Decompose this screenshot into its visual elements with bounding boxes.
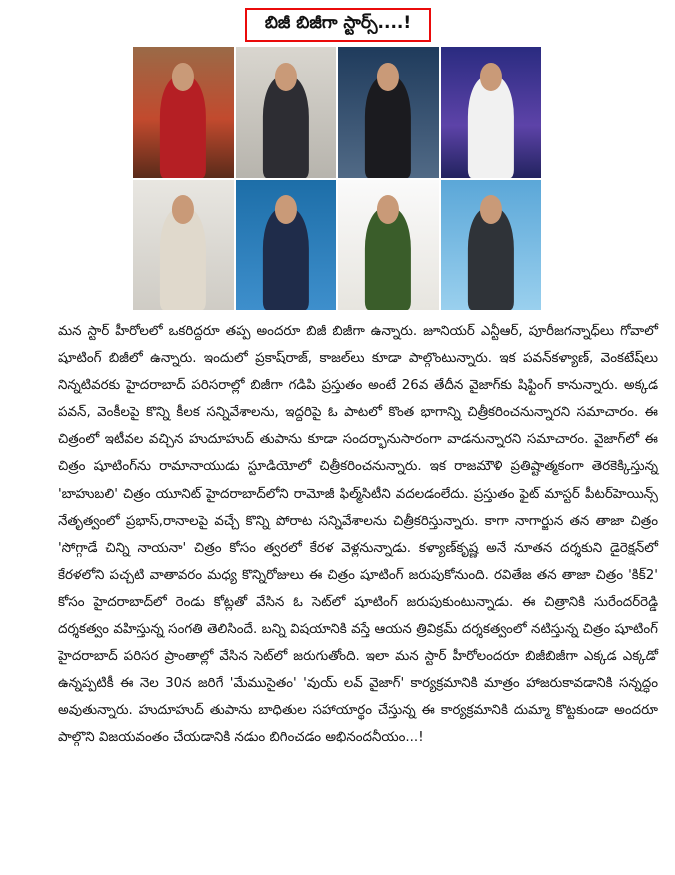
star-photo-collage [133,47,541,310]
person-head [480,63,502,92]
photo-hero-4 [441,47,542,178]
photo-hero-8 [441,180,542,311]
person-head [172,195,194,224]
photo-hero-5 [133,180,234,311]
photo-hero-1 [133,47,234,178]
article-paragraph: మన స్టార్ హీరోలలో ఒకరిద్దరూ తప్ప అందరూ బిజీ బిజీగా ఉన్నారు. జూనియర్ ఎన్టీఆర్, పూరీజగన్నాధ్‌లు గోవాలో షూటింగ్ బిజీలో ఉన్నారు. ఇందులో ప్రకాష్‌రాజ్, కాజల్‌లు కూడా పాల్గొంటున్నారు. ఇక పవన్‌కళ్యాణ్, వెంకటేష్‌లు నిన్నటివరకు హైదరాబాద్ పరిసరాల్లో బిజీగా గడిపి ప్రస్తుతం అంటే 26వ తేదీన వైజాగ్‌కు షిఫ్టింగ్ కానున్నారు. అక్కడ పవన్, వెంకీలపై కొన్ని కీలక సన్నివేశాలను, ఇద్దరిపై ఓ పాటలో కొంత భాగాన్ని చిత్రీకరించనున్నారని సమాచారం. ఈ చిత్రంలో ఇటీవల వచ్చిన హుదూహుద్ తుపాను కూడా సందర్భానుసారంగా వాడనున్నారని సమాచారం. వైజాగ్‌లో ఈ చిత్రం షూటింగ్‌ను రామానాయుడు స్టూడియోలో చిత్రీకరించనున్నారు. ఇక రాజమౌళి ప్రతిష్టాత్మకంగా తెరకెక్కిస్తున్న 'బాహుబలి' చిత్రం యూనిట్ హైదరాబాద్‌లోని రామోజీ ఫిల్మ్‌సిటీని వదలడంలేదు. ప్రస్తుతం ఫైట్ మాస్టర్ పీటర్‌హెయిన్స్ నేతృత్వంలో ప్రభాస్,రానాలపై వచ్చే కొన్ని పోరాట సన్నివేశాలను చిత్రీకరిస్తున్నారు. కాగా నాగార్జున తన తాజా చిత్రం 'సోగ్గాడే చిన్ని నాయనా' చిత్రం కోసం త్వరలో కేరళ వెళ్లనున్నాడు. కళ్యాణ్‌కృష్ణ అనే నూతన దర్శకుని డైరెక్షన్‌లో కేరళలోని పచ్చటి వాతావరం మధ్య కొన్నిరోజులు ఈ చిత్రం షూటింగ్ జరుపుకోనుంది. రవితేజ తన తాజా చిత్రం 'కిక్2' కోసం హైదరాబాద్‌లో రెండు కోట్లతో వేసిన ఓ సెట్‌లో షూటింగ్ జరుపుకుంటున్నాడు. ఈ చిత్రానికి సురేందర్‌రెడ్డి దర్శకత్వం వహిస్తున్న సంగతి తెలిసిందే. బన్ని విషయానికి వస్తే ఆయన త్రివిక్రమ్ దర్శకత్వంలో నటిస్తున్న చిత్రం షూటింగ్ హైదరాబాద్ పరిసర ప్రాంతాల్లో వేసిన సెట్‌లో జరుగుతోంది. ఇలా మన స్టార్ హీరోలందరూ బిజీబిజీగా ఎక్కడ ఎక్కడో ఉన్నప్పటికీ ఈ నెల 30న జరిగే 'మేముసైతం' 'వుయ్ లవ్ వైజాగ్' కార్యక్రమానికి మాత్రం హాజరుకావడానికి సన్నద్ధం అవుతున్నారు. హుదూహుద్ తుపాను బాధితుల సహాయార్థం చేస్తున్న ఈ కార్యక్రమానికి దుమ్మా కొట్టకుండా అందరూ పాల్గొని విజయవంతం చేయడానికి నడుం బిగించడం అభినందనీయం...! [58,324,658,746]
person-head [172,63,194,92]
headline: బిజీ బిజీగా స్టార్స్....! [264,13,412,33]
person-head [480,195,502,224]
person-head [377,195,399,224]
person-head [275,195,297,224]
photo-hero-2 [236,47,337,178]
photo-hero-7 [338,180,439,311]
person-head [275,63,297,92]
person-head [377,63,399,92]
photo-hero-6 [236,180,337,311]
headline-box [245,8,431,42]
article-body [58,318,658,752]
photo-hero-3 [338,47,439,178]
